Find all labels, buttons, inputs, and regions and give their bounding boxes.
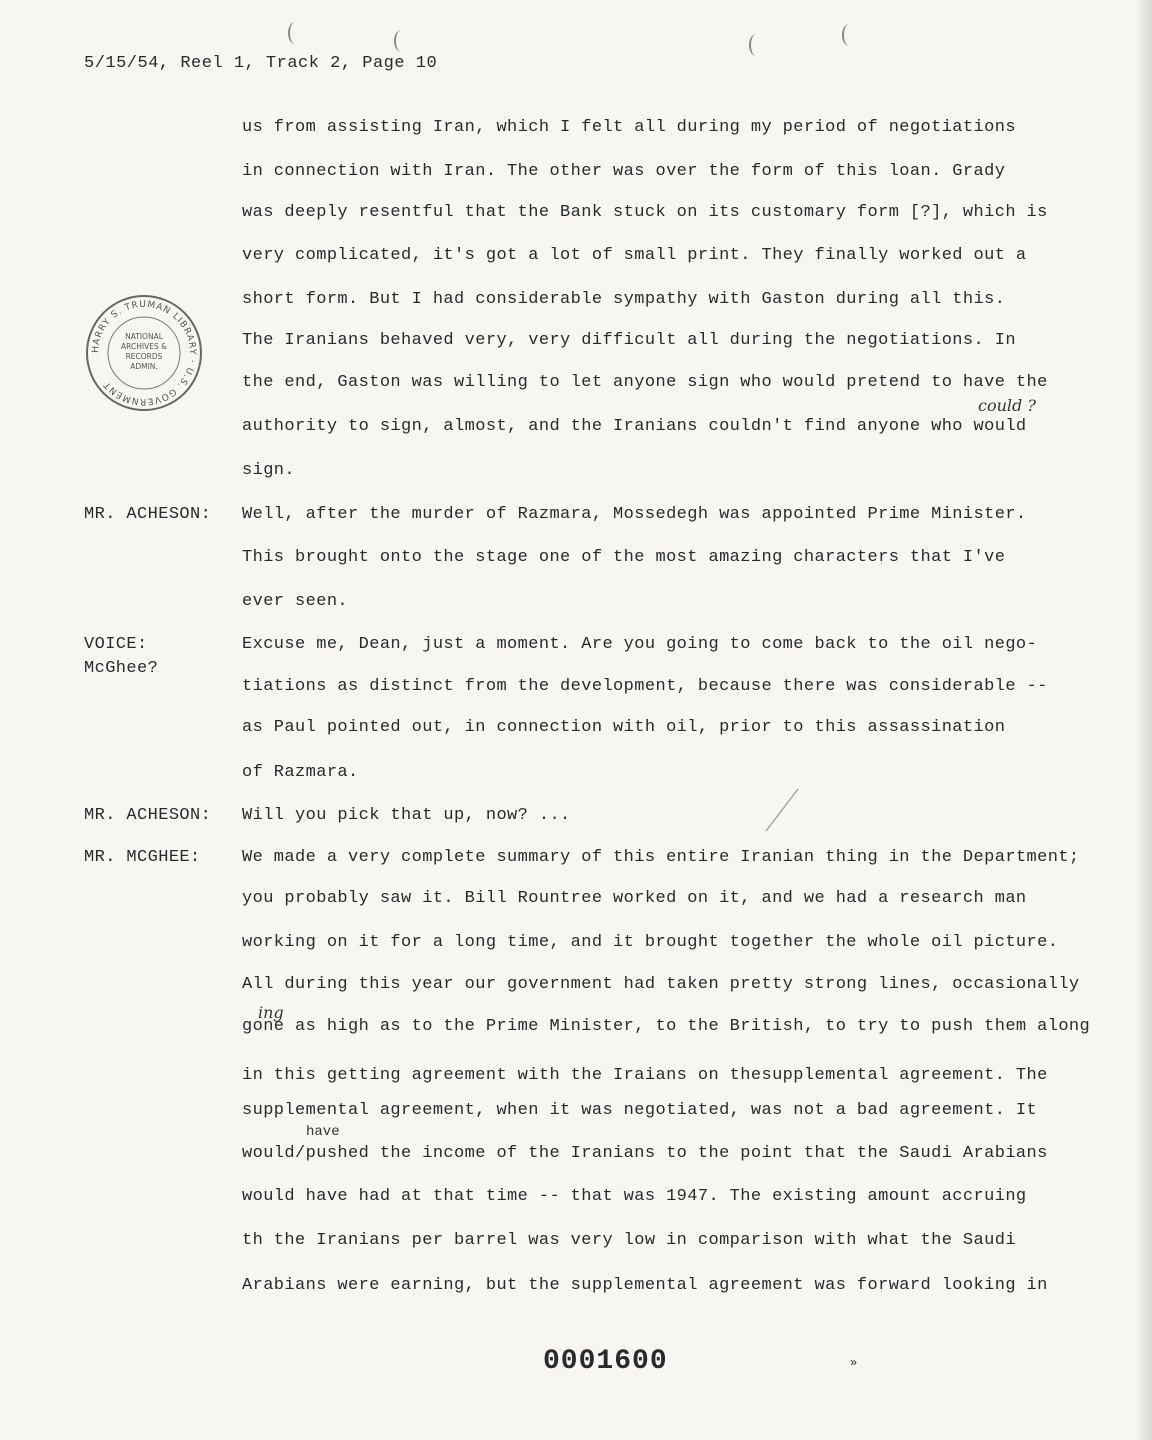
document-number: 0001600 [543, 1346, 668, 1377]
transcript-line: of Razmara. [242, 763, 359, 782]
stamp-line: ARCHIVES & [121, 342, 167, 351]
handwritten-annotation: could ? [978, 396, 1036, 415]
transcript-line: working on it for a long time, and it brought together the whole oil picture. [242, 933, 1059, 952]
archive-stamp [84, 293, 204, 413]
transcript-line: tiations as distinct from the development, because there was considerable -- [242, 677, 1048, 696]
stamp-line: ADMIN. [130, 362, 158, 371]
transcript-line: All during this year our government had taken pretty strong lines, occasionally [242, 975, 1080, 994]
transcript-line: the end, Gaston was willing to let anyone sign who would pretend to have the [242, 373, 1048, 392]
transcript-line: would have had at that time -- that was 1947. The existing amount accruing [242, 1187, 1027, 1206]
transcript-line: The Iranians behaved very, very difficult all during the negotiations. In [242, 331, 1016, 350]
transcript-line: as Paul pointed out, in connection with oil, prior to this assassination [242, 718, 1006, 737]
punch-mark [842, 24, 856, 46]
speaker-label: MR. ACHESON: [84, 806, 212, 825]
punch-mark [749, 34, 763, 56]
page-edge-shadow [1138, 0, 1152, 1440]
transcript-line: in connection with Iran. The other was over the form of this loan. Grady [242, 162, 1006, 181]
handwritten-annotation: have [306, 1124, 340, 1140]
transcript-line: Well, after the murder of Razmara, Mossedegh was appointed Prime Minister. [242, 505, 1027, 524]
transcript-line: We made a very complete summary of this entire Iranian thing in the Department; [242, 848, 1080, 867]
stamp-line: RECORDS [125, 352, 163, 361]
transcript-line: Arabians were earning, but the supplemental agreement was forward looking in [242, 1276, 1048, 1295]
speaker-label: McGhee? [84, 659, 159, 678]
punch-mark [394, 30, 408, 52]
transcript-line: in this getting agreement with the Iraians on thesupplemental agreement. The [242, 1066, 1048, 1085]
transcript-line: sign. [242, 461, 296, 480]
transcript-line: ever seen. [242, 592, 349, 611]
pencil-mark [760, 785, 810, 835]
transcript-line: you probably saw it. Bill Rountree worked on it, and we had a research man [242, 889, 1027, 908]
transcript-line: th the Iranians per barrel was very low in comparison with what the Saudi [242, 1231, 1016, 1250]
transcript-line: gone as high as to the Prime Minister, to the British, to try to push them along [242, 1017, 1091, 1036]
transcript-line: was deeply resentful that the Bank stuck on its customary form [?], which is [242, 203, 1048, 222]
speaker-label: MR. MCGHEE: [84, 848, 201, 867]
transcript-line: very complicated, it's got a lot of small print. They finally worked out a [242, 246, 1027, 265]
transcript-line: Excuse me, Dean, just a moment. Are you going to come back to the oil nego- [242, 635, 1038, 654]
stamp-ring-text: HARRY S. TRUMAN LIBRARY · U.S. GOVERNMENT [90, 299, 198, 407]
transcript-line: authority to sign, almost, and the Iranians couldn't find anyone who would [242, 417, 1027, 436]
punch-mark [288, 22, 302, 44]
stamp-line: NATIONAL [125, 332, 163, 341]
transcript-line: short form. But I had considerable sympathy with Gaston during all this. [242, 290, 1006, 309]
handwritten-annotation: ing [258, 1003, 284, 1022]
footer-mark: » [850, 1356, 858, 1370]
transcript-line: would/pushed the income of the Iranians to the point that the Saudi Arabians [242, 1144, 1048, 1163]
transcript-line: us from assisting Iran, which I felt all during my period of negotiations [242, 118, 1016, 137]
transcript-line: Will you pick that up, now? ... [242, 806, 571, 825]
speaker-label: MR. ACHESON: [84, 505, 212, 524]
speaker-label: VOICE: [84, 635, 148, 654]
transcript-line: supplemental agreement, when it was negotiated, was not a bad agreement. It [242, 1101, 1038, 1120]
page-header: 5/15/54, Reel 1, Track 2, Page 10 [84, 54, 438, 73]
transcript-line: This brought onto the stage one of the most amazing characters that I've [242, 548, 1006, 567]
